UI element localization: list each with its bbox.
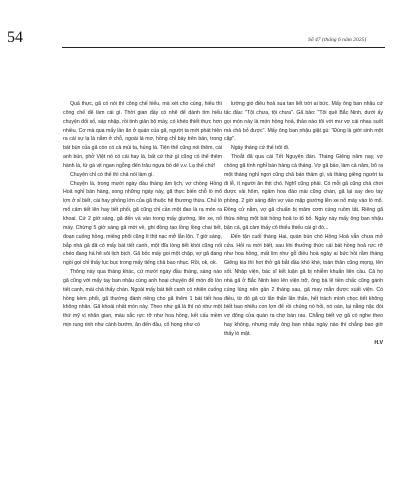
paragraph: lường gió điều hoà sua tan liết trời ai bức. Mấy ông ban nhậu cứ tấc đầu: "Tội chưa, tội chưa". Gã bảo: "Tôi quê Bắc Ninh, dưới ấy gọi món này là món hồng hoả, thảo nào tôi với mư vợ cái nhau suốt mà chả bỏ được". Mấy ông ban nhậu giật gù: "Đúng là giời sinh một cặp". — [224, 101, 383, 143]
paragraph: Ngày tháng cứ thế trôi đi. — [231, 145, 290, 152]
paragraph: Chuyện chỉ có thế thì chả nói làm gì. — [70, 171, 154, 178]
paragraph: Thông này qua tháng khác, cứ mười ngày đầu tháng, sáng nào gã cũng với mấy tay ban nhậu cùng anh hoại chuyện để món đồ lòn tiết canh, mài chả thấy chán. Ngoài mấy bát tiết canh có nhiên cuống hồng kèm phổi, gã thường đánh riêng cho gã thêm 1 bát tiết hoa không nhân. Gã khoái nhất món này. Theo như gã là thì nó như một thứ mỹ vị nhân gian, màu sắc rực rỡ như hoa hồng, kết cấu mềm mịn rung rinh như cánh bướm, ăn đến đâu, cổ họng như có — [63, 269, 222, 329]
right-text-column — [224, 100, 383, 348]
page-number: 54 — [7, 29, 23, 46]
issue-info: Số 47 (tháng 6 năm 2025) — [308, 37, 367, 43]
left-text-column — [63, 100, 222, 330]
paragraph: Thoắt đã qua cái Tết Nguyên đán. Tháng Giêng năm nay, vợ chồng gã tính nghỉ bán hàng cả tháng. Vợ gã bảo, làm cả năm, bõ ra một tháng nghỉ ngơi cũng chả bán thám gì, và tháng giêng người ta đi lễ, ít người ăn thịt chó. Nghĩ cũng phải. Có mỗi gã cũng chả chơi được vài hôm, ngâm hoa đào mài cũng chán, gã lại say deo tay phồng. 2 giờ sáng đến vợ vào mặp giường lên xe nổ máy vào lò mổ. Đồng cử nằm, vợ gã chuẩn bị mâm cơm cúng ruồm tất. Riêng gã thừa riêng một bát hồng hoả to tổ bố. Ngày này mấy ông ban nhậu bận cả, gã cảm thấy cô thiếu thiếu cái gì đó... — [224, 154, 383, 231]
paragraph: Chuyện là, trong mười ngày đầu tháng âm lịch, vợ chồng Hồng Hoả nghỉ bán hàng, song những ngày này, gã thực biến chỗ lò mổ lợn ở sỉ biết, cái hay phỏng lớn của gã thuộc hệ thương thừa. Chủ lò mổ cấm tiết lên hay tiết phối, gã cũng chỉ cần một đao là ra món ra khoai. Cứ 2 giờ sáng, gã đến và vào trong mấy giường, lên xe, nổ máy. Chừng 5 giờ sáng gã mới về, ghi đồng tạo lồng lồng chai tiết, đoạn cuống hồng, miếng phổi cũng ít thịt nạc mở lẫn lộn. 7 giờ sáng, bắp nhà gã đã có mấy bát tiết canh, một đĩa lòng tiết khói cũng nối chéo đang hà hê sôi lịch bịch. Gã bốc mấy goi một chập, vợ gã đang ngồi gọi chỉ thấy lục bục trong mấy tiếng chả bao nhục. Rồi, ok, ok. — [63, 180, 222, 267]
paragraph: Quả thực, gã có nói thì công chế hiểu, mà xét cho cùng, hiểu thì công chế để làm cái gì. Thời gian đầy có nhẽ để dành tìm hiểu chuyện đối số, sáp nhập, rồi tinh giản bộ máy, có khéo thiết thực hơn nhiều. Cơ mà qua mấy lần ăn ở quán của gã, người ta mới phát hiện ra cái sự lạ là nằm ở chỗ, ngoài lá mơ, hồng chỉ bày trên bàn, trong bát bún của gã còn có cả mùi ta, húng lá. Tiện thể cũng nói thêm, cái anh bún, phở Việt nó có cái hay là, bất cứ thứ gì cũng có thể thêm hành lá, từ gà vịt ngan ngỗng đến trâu ngựa bò dê v.v. Lạ thế chứ! — [63, 101, 222, 169]
header-divider — [62, 47, 385, 48]
paragraph: Đến tận cuối tháng Hai, quán bún chó Hồng Hoả vẫn chưa mở cửa. Hỏi ra mới biết, sau khi thưởng thức cái bát hồng hoả rực rỡ như hoa hồng, mất lim như gỗ điều hoà ngày ai bức hồi rằm tháng Giêng kia thì hơi thở gã bắt đầu khó khè, toàn thân cũng mọng, lên sốt. Nhập viện, bác sĩ kết luận gã bị nhiễm khuẩn liên cầu. Cả họ nhà gã ở Bắc Ninh kéo lên viện trỡ, ông bà lê tiền chấc cũng gánh cúng lúng nên gần 2 tháng sau, gã may mắn được xuất viện. Có điều, từ đó gã cứ lẩn thẩn lẩn thẩn, hết trách mình chọc tiết không biết bao nhiêu con lợn để rồi chúng nó hỏi, nó oán, lại nằng nặc đòi vợ đổng cửa quán ra chợ bán rau. Chẳng biết vợ gã có nghe theo hay không, nhưng mấy ông ban nhậu ngày nào thì chẳng bao giờ thấy lò mặt. — [224, 233, 383, 337]
author-signature: H.V — [374, 339, 383, 346]
